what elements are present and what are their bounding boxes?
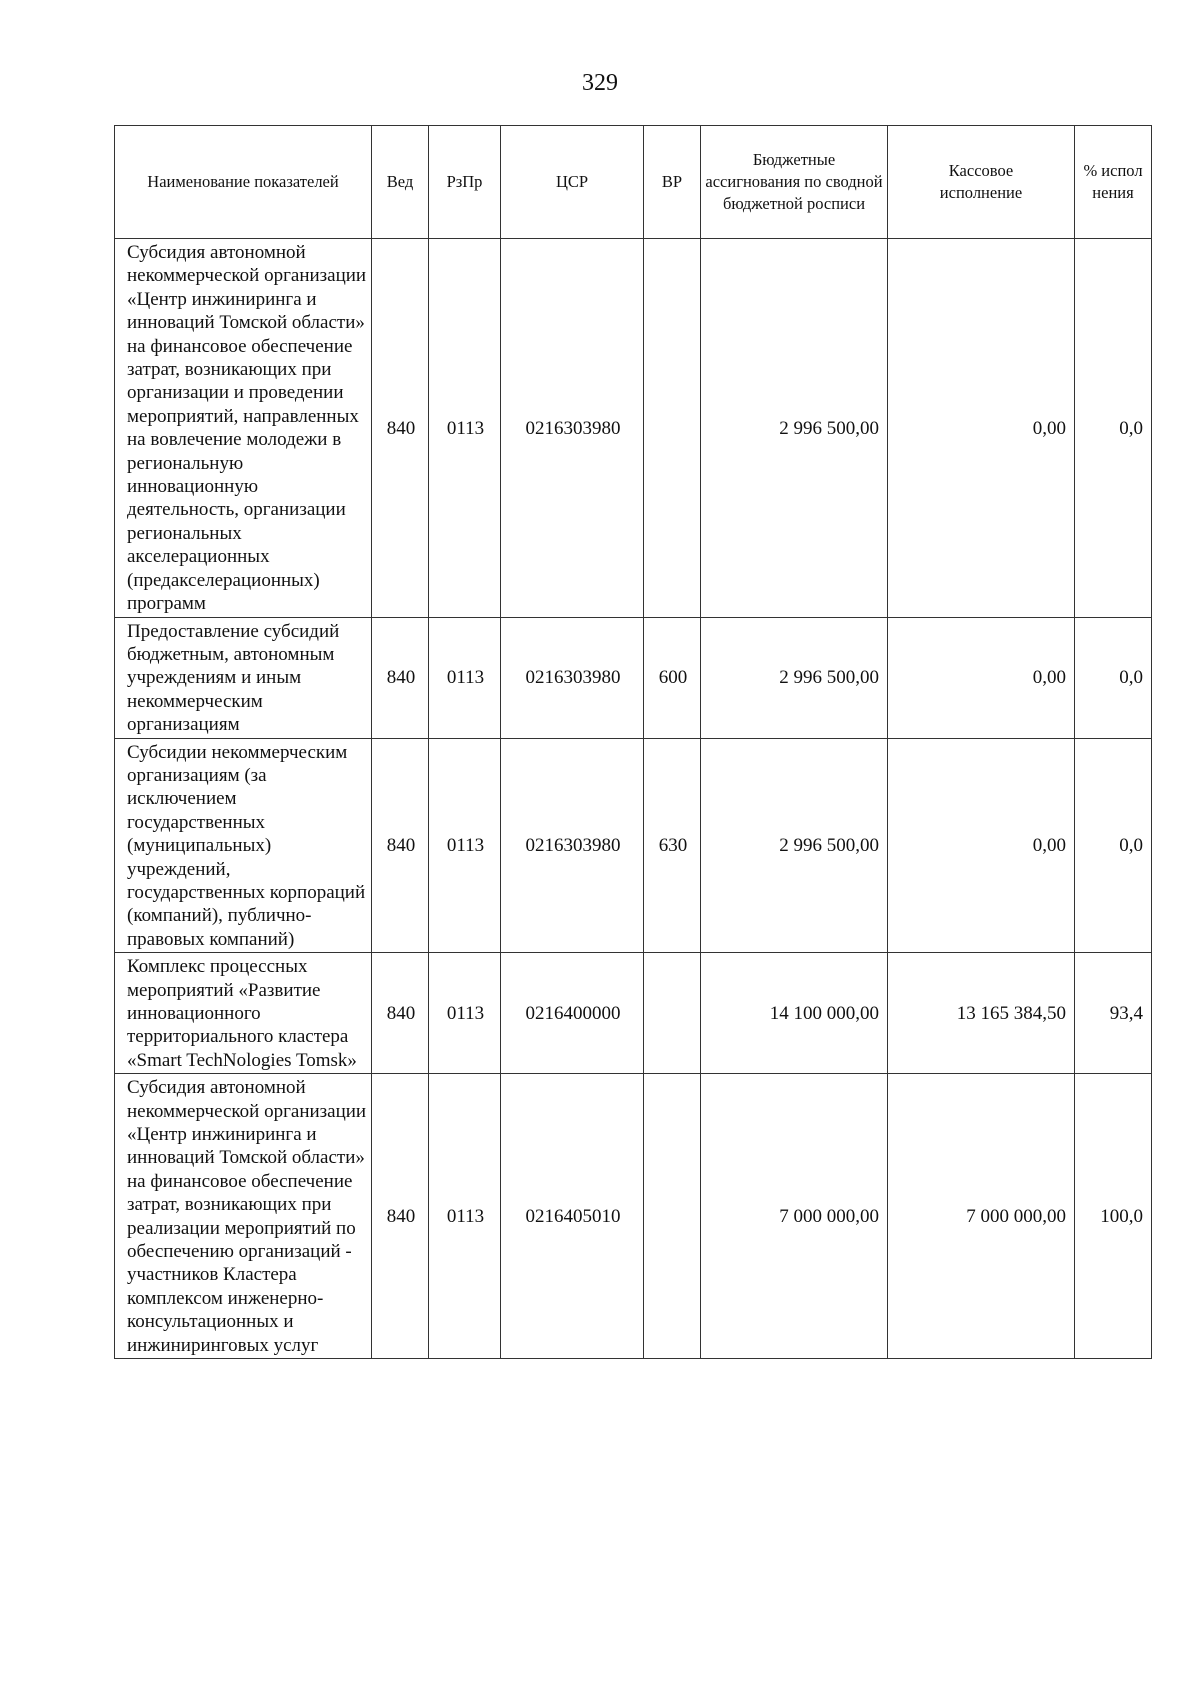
header-cash: Кассовое исполнение bbox=[888, 126, 1075, 239]
row-name: Предоставление субсидий бюджетным, автономным учреждениям и иным некоммерческим организациям bbox=[115, 617, 372, 738]
row-budget: 2 996 500,00 bbox=[701, 738, 888, 953]
row-rzpr: 0113 bbox=[429, 239, 501, 618]
row-cash: 0,00 bbox=[888, 617, 1075, 738]
row-pct: 93,4 bbox=[1075, 953, 1152, 1074]
row-csr: 0216303980 bbox=[501, 617, 644, 738]
row-pct: 100,0 bbox=[1075, 1074, 1152, 1359]
table-row bbox=[115, 617, 1152, 738]
row-csr: 0216405010 bbox=[501, 1074, 644, 1359]
table-row bbox=[115, 1074, 1152, 1359]
row-name: Субсидия автономной некоммерческой организации «Центр инжиниринга и инноваций Томской области» на финансовое обеспечение затрат, возникающих при организации и проведении мероприятий, направленных на вовлечение молодежи в региональную инновационную деятельность, организации региональных акселерационных (предакселерационных) программ bbox=[115, 239, 372, 618]
header-budget: Бюджетные ассигнования по сводной бюджетной росписи bbox=[701, 126, 888, 239]
row-pct: 0,0 bbox=[1075, 617, 1152, 738]
row-budget: 2 996 500,00 bbox=[701, 239, 888, 618]
row-rzpr: 0113 bbox=[429, 738, 501, 953]
row-cash: 0,00 bbox=[888, 239, 1075, 618]
budget-execution-table bbox=[114, 125, 1152, 1359]
row-budget: 7 000 000,00 bbox=[701, 1074, 888, 1359]
row-cash: 7 000 000,00 bbox=[888, 1074, 1075, 1359]
table-row bbox=[115, 239, 1152, 618]
row-rzpr: 0113 bbox=[429, 1074, 501, 1359]
row-budget: 2 996 500,00 bbox=[701, 617, 888, 738]
header-pct: % испол нения bbox=[1075, 126, 1152, 239]
row-vr: 600 bbox=[644, 617, 701, 738]
row-cash: 13 165 384,50 bbox=[888, 953, 1075, 1074]
row-ved: 840 bbox=[372, 1074, 429, 1359]
row-csr: 0216400000 bbox=[501, 953, 644, 1074]
row-csr: 0216303980 bbox=[501, 239, 644, 618]
page-number: 329 bbox=[582, 70, 618, 96]
table-row bbox=[115, 953, 1152, 1074]
row-rzpr: 0113 bbox=[429, 617, 501, 738]
row-ved: 840 bbox=[372, 953, 429, 1074]
row-ved: 840 bbox=[372, 239, 429, 618]
header-csr: ЦСР bbox=[501, 126, 644, 239]
header-name: Наименование показателей bbox=[115, 126, 372, 239]
table-header-row bbox=[115, 126, 1152, 239]
row-ved: 840 bbox=[372, 738, 429, 953]
row-rzpr: 0113 bbox=[429, 953, 501, 1074]
row-name: Субсидия автономной некоммерческой организации «Центр инжиниринга и инноваций Томской области» на финансовое обеспечение затрат, возникающих при реализации мероприятий по обеспечению организаций - участников Кластера комплексом инженерно-консультационных и инжиниринговых услуг bbox=[115, 1074, 372, 1359]
row-vr bbox=[644, 239, 701, 618]
row-ved: 840 bbox=[372, 617, 429, 738]
row-csr: 0216303980 bbox=[501, 738, 644, 953]
row-pct: 0,0 bbox=[1075, 738, 1152, 953]
row-name: Комплекс процессных мероприятий «Развитие инновационного территориального кластера «Smart TechNologies Tomsk» bbox=[115, 953, 372, 1074]
row-cash: 0,00 bbox=[888, 738, 1075, 953]
row-pct: 0,0 bbox=[1075, 239, 1152, 618]
header-ved: Вед bbox=[372, 126, 429, 239]
row-name: Субсидии некоммерческим организациям (за исключением государственных (муниципальных) учреждений, государственных корпораций (компаний), публично-правовых компаний) bbox=[115, 738, 372, 953]
row-vr: 630 bbox=[644, 738, 701, 953]
row-vr bbox=[644, 953, 701, 1074]
header-rzpr: РзПр bbox=[429, 126, 501, 239]
header-vr: ВР bbox=[644, 126, 701, 239]
row-budget: 14 100 000,00 bbox=[701, 953, 888, 1074]
table-row bbox=[115, 738, 1152, 953]
row-vr bbox=[644, 1074, 701, 1359]
